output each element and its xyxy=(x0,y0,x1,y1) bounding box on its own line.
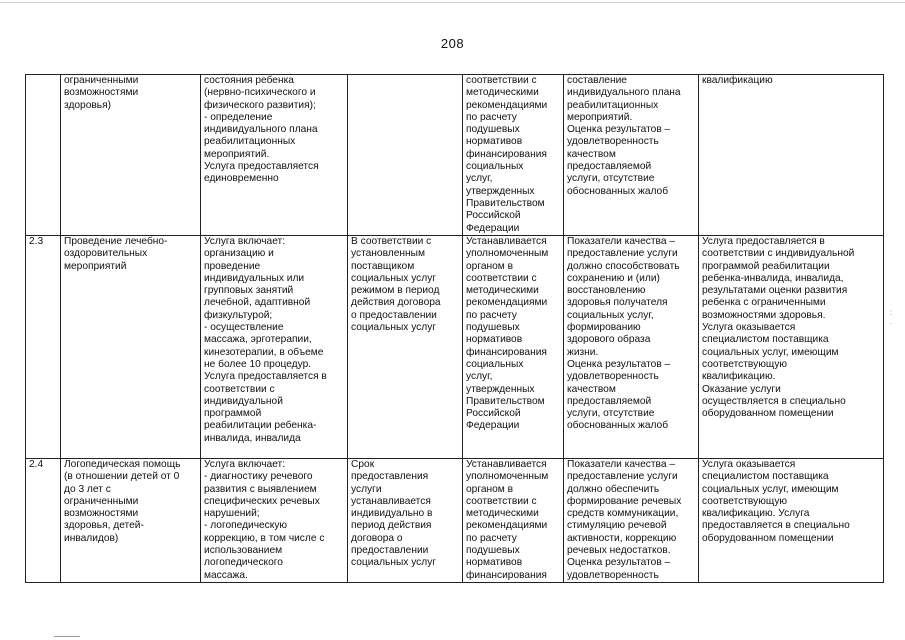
service-name-cell: ограниченными возможностями здоровья) xyxy=(61,75,201,236)
table-row xyxy=(26,459,884,583)
service-content-cell: Услуга включает: организацию и проведение индивидуальных или групповых занятий лечебной, адаптивной физкультурой; - осуществление массажа, эрготерапии, кинезотерапии, в объеме не более 10 процедур. Услуга предоставляется в соответствии с индивидуальной программой реабилитации ребенка- инвалида, инвалида xyxy=(201,236,348,459)
service-number-cell: 2.4 xyxy=(26,459,61,583)
service-tariff-cell: Устанавливается уполномоченным органом в соответствии с методическими рекомендациями по расчету подушевых нормативов финансирования социальных услуг, утвержденных Правительством Российской Федерации xyxy=(463,236,564,459)
service-conditions-cell: квалификацию xyxy=(699,75,884,236)
table-row xyxy=(26,236,884,459)
service-quality-cell: Показатели качества – предоставление услуги должно обеспечить формирование речевых средств коммуникации, стимуляцию речевой активности, коррекцию речевых недостатков. Оценка результатов – удовлетворенность xyxy=(564,459,699,583)
service-conditions-cell: Услуга предоставляется в соответствии с индивидуальной программой реабилитации ребенка-инвалида, инвалида, результатами оценки развития ребенка с ограниченными возможностями здоровья. Услуга оказывается специалистом поставщика социальных услуг, имеющим соответствующую квалификацию. Оказание услуги осуществляется в специально оборудованном помещении xyxy=(699,236,884,459)
service-conditions-cell: Услуга оказывается специалистом поставщика социальных услуг, имеющим соответствующую квалификацию. Услуга предоставляется в специально оборудованном помещении xyxy=(699,459,884,583)
services-table xyxy=(25,74,884,583)
service-quality-cell: составление индивидуального плана реабилитационных мероприятий. Оценка результатов – удовлетворенность качеством предоставляемой услуги, отсутствие обоснованных жалоб xyxy=(564,75,699,236)
page-number: 208 xyxy=(440,36,465,51)
service-term-cell xyxy=(348,75,463,236)
service-content-cell: состояния ребенка (нервно-психического и физического развития); - определение индивидуального плана реабилитационных мероприятий. Услуга предоставляется единовременно xyxy=(201,75,348,236)
service-number-cell: 2.3 xyxy=(26,236,61,459)
footer-scan-mark xyxy=(54,636,80,637)
service-term-cell: В соответствии с установленным поставщиком социальных услуг режимом в период действия договора о предоставлении социальных услуг xyxy=(348,236,463,459)
table-row xyxy=(26,75,884,236)
service-number-cell xyxy=(26,75,61,236)
service-tariff-cell: соответствии с методическими рекомендациями по расчету подушевых нормативов финансирования социальных услуг, утвержденных Правительством Российской Федерации xyxy=(463,75,564,236)
top-border-line xyxy=(0,2,905,3)
service-content-cell: Услуга включает: - диагностику речевого развития с выявлением специфических речевых нарушений; - логопедическую коррекцию, в том числе с использованием логопедического массажа. xyxy=(201,459,348,583)
service-tariff-cell: Устанавливается уполномоченным органом в соответствии с методическими рекомендациями по расчету подушевых нормативов финансирования xyxy=(463,459,564,583)
service-name-cell: Проведение лечебно- оздоровительных мероприятий xyxy=(61,236,201,459)
service-quality-cell: Показатели качества – предоставление услуги должно способствовать сохранению и (или) восстановлению здоровья получателя социальных услуг, формированию здорового образа жизни. Оценка результатов – удовлетворенность качеством предоставляемой услуги, отсутствие обоснованных жалоб xyxy=(564,236,699,459)
margin-mark: : . xyxy=(889,308,892,326)
service-term-cell: Срок предоставления услуги устанавливается индивидуально в период действия договора о предоставлении социальных услуг xyxy=(348,459,463,583)
service-name-cell: Логопедическая помощь (в отношении детей от 0 до 3 лет с ограниченными возможностями здоровья, детей- инвалидов) xyxy=(61,459,201,583)
